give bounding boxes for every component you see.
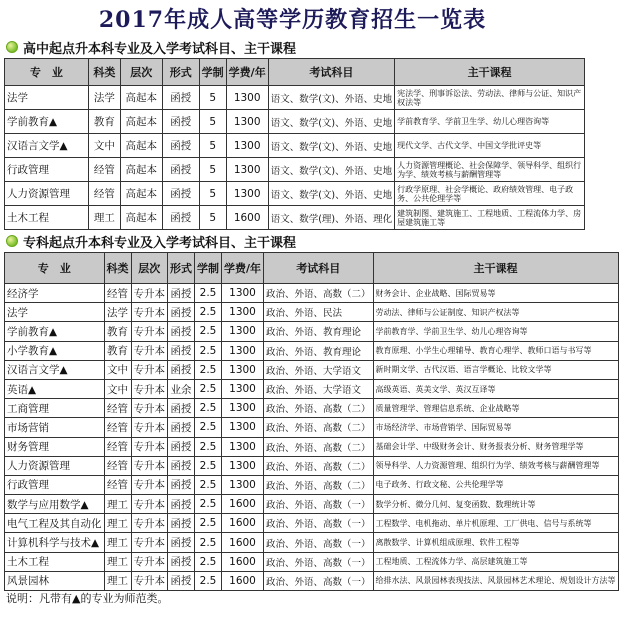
main-courses-cell: 高级英语、英美文学、英汉互译等 (373, 379, 618, 398)
exam-subjects-cell: 政治、外语、高数（一） (264, 495, 374, 514)
years-cell: 2.5 (195, 456, 222, 475)
fee-cell: 1600 (226, 206, 268, 230)
major-cell: 汉语言文学▲ (5, 134, 89, 158)
table-row (5, 533, 619, 552)
table-row (5, 495, 619, 514)
main-courses-cell: 建筑制图、建筑施工、工程地质、工程流体力学、房屋建筑施工等 (395, 206, 585, 230)
col-header-years: 学制 (199, 59, 226, 86)
major-cell: 人力资源管理 (5, 456, 105, 475)
col-header-level: 层次 (120, 59, 162, 86)
col-header-form: 形式 (168, 253, 195, 284)
main-courses-cell: 工程地质、工程流体力学、高层建筑施工等 (373, 552, 618, 571)
major-cell: 学前教育▲ (5, 322, 105, 341)
exam-subjects-cell: 政治、外语、高数（一） (264, 552, 374, 571)
main-courses-cell: 新时期文学、古代汉语、语言学概论、比较文学等 (373, 360, 618, 379)
fee-cell: 1300 (222, 379, 264, 398)
form-cell: 函授 (168, 418, 195, 437)
category-cell: 文中 (104, 360, 131, 379)
exam-subjects-cell: 政治、外语、教育理论 (264, 322, 374, 341)
years-cell: 2.5 (195, 284, 222, 303)
footnote: 说明：凡带有▲的专业为师范类。 (6, 592, 169, 605)
major-cell: 市场营销 (5, 418, 105, 437)
years-cell: 2.5 (195, 552, 222, 571)
level-cell: 专升本 (131, 475, 168, 494)
level-cell: 高起本 (120, 182, 162, 206)
level-cell: 高起本 (120, 86, 162, 110)
fee-cell: 1300 (222, 322, 264, 341)
table-row (5, 134, 585, 158)
main-courses-cell: 领导科学、人力资源管理、组织行为学、绩效考核与薪酬管理等 (373, 456, 618, 475)
years-cell: 2.5 (195, 495, 222, 514)
level-cell: 专升本 (131, 571, 168, 590)
table-row (5, 456, 619, 475)
main-courses-cell: 工程数学、电机拖动、单片机原理、工厂供电、信号与系统等 (373, 514, 618, 533)
main-courses-cell: 市场经济学、市场营销学、国际贸易等 (373, 418, 618, 437)
category-cell: 经管 (104, 399, 131, 418)
section2-heading-text: 专科起点升本科专业及入学考试科目、主干课程 (23, 235, 297, 251)
category-cell: 理工 (104, 533, 131, 552)
level-cell: 高起本 (120, 110, 162, 134)
major-cell: 财务管理 (5, 437, 105, 456)
category-cell: 理工 (104, 495, 131, 514)
level-cell: 高起本 (120, 134, 162, 158)
exam-subjects-cell: 政治、外语、高数（二） (264, 456, 374, 475)
form-cell: 函授 (168, 322, 195, 341)
main-courses-cell: 基础会计学、中级财务会计、财务报表分析、财务管理学等 (373, 437, 618, 456)
level-cell: 高起本 (120, 206, 162, 230)
form-cell: 函授 (168, 514, 195, 533)
years-cell: 2.5 (195, 360, 222, 379)
form-cell: 函授 (162, 110, 199, 134)
major-cell: 行政管理 (5, 475, 105, 494)
form-cell: 函授 (168, 303, 195, 322)
years-cell: 2.5 (195, 475, 222, 494)
major-cell: 经济学 (5, 284, 105, 303)
category-cell: 文中 (88, 134, 120, 158)
category-cell: 经管 (88, 158, 120, 182)
fee-cell: 1600 (222, 533, 264, 552)
main-courses-cell: 质量管理学、管理信息系统、企业战略等 (373, 399, 618, 418)
form-cell: 函授 (162, 134, 199, 158)
years-cell: 5 (199, 110, 226, 134)
table-row (5, 552, 619, 571)
exam-subjects-cell: 语文、数学(文)、外语、史地 (268, 182, 394, 206)
fee-cell: 1600 (222, 552, 264, 571)
level-cell: 专升本 (131, 552, 168, 571)
main-courses-cell: 电子政务、行政文秘、公共伦理学等 (373, 475, 618, 494)
fee-cell: 1300 (226, 110, 268, 134)
form-cell: 函授 (168, 456, 195, 475)
col-header-form: 形式 (162, 59, 199, 86)
level-cell: 专升本 (131, 495, 168, 514)
major-cell: 英语▲ (5, 379, 105, 398)
major-cell: 汉语言文学▲ (5, 360, 105, 379)
table-row (5, 322, 619, 341)
form-cell: 函授 (168, 533, 195, 552)
table-row (5, 571, 619, 590)
section1-header-row (5, 59, 585, 86)
exam-subjects-cell: 语文、数学(文)、外语、史地 (268, 86, 394, 110)
major-cell: 工商管理 (5, 399, 105, 418)
level-cell: 专升本 (131, 303, 168, 322)
category-cell: 经管 (104, 418, 131, 437)
section1-heading-text: 高中起点升本科专业及入学考试科目、主干课程 (23, 41, 297, 57)
form-cell: 函授 (168, 399, 195, 418)
fee-cell: 1300 (222, 341, 264, 360)
category-cell: 理工 (104, 552, 131, 571)
exam-subjects-cell: 政治、外语、高数（二） (264, 418, 374, 437)
main-courses-cell: 人力资源管理概论、社会保障学、领导科学、组织行为学、绩效考核与薪酬管理等 (395, 158, 585, 182)
col-header-level: 层次 (131, 253, 168, 284)
exam-subjects-cell: 语文、数学(理)、外语、理化 (268, 206, 394, 230)
years-cell: 5 (199, 158, 226, 182)
years-cell: 5 (199, 86, 226, 110)
main-courses-cell: 劳动法、律师与公证制度、知识产权法等 (373, 303, 618, 322)
section2-header-row (5, 253, 619, 284)
section2-table (4, 252, 619, 591)
form-cell: 函授 (162, 86, 199, 110)
major-cell: 风景园林 (5, 571, 105, 590)
col-header-major: 专 业 (5, 59, 89, 86)
green-bullet-icon (6, 235, 18, 247)
major-cell: 数学与应用数学▲ (5, 495, 105, 514)
level-cell: 专升本 (131, 341, 168, 360)
fee-cell: 1300 (222, 437, 264, 456)
col-header-category: 科类 (88, 59, 120, 86)
exam-subjects-cell: 语文、数学(文)、外语、史地 (268, 134, 394, 158)
level-cell: 专升本 (131, 360, 168, 379)
years-cell: 2.5 (195, 571, 222, 590)
section1-heading (0, 36, 585, 58)
level-cell: 专升本 (131, 379, 168, 398)
col-header-exam: 考试科目 (268, 59, 394, 86)
exam-subjects-cell: 政治、外语、高数（二） (264, 475, 374, 494)
years-cell: 2.5 (195, 341, 222, 360)
exam-subjects-cell: 政治、外语、大学语文 (264, 379, 374, 398)
major-cell: 电气工程及其自动化 (5, 514, 105, 533)
level-cell: 专升本 (131, 399, 168, 418)
fee-cell: 1600 (222, 514, 264, 533)
form-cell: 函授 (168, 341, 195, 360)
table-row (5, 158, 585, 182)
col-header-fee: 学费/年 (222, 253, 264, 284)
fee-cell: 1600 (222, 495, 264, 514)
fee-cell: 1300 (222, 418, 264, 437)
main-courses-cell: 行政学原理、社会学概论、政府绩效管理、电子政务、公共伦理学等 (395, 182, 585, 206)
fee-cell: 1300 (226, 134, 268, 158)
exam-subjects-cell: 政治、外语、高数（一） (264, 533, 374, 552)
category-cell: 经管 (88, 182, 120, 206)
years-cell: 5 (199, 206, 226, 230)
main-courses-cell: 教育原理、小学生心理辅导、教育心理学、教师口语与书写等 (373, 341, 618, 360)
fee-cell: 1300 (226, 86, 268, 110)
table-row (5, 86, 585, 110)
col-header-category: 科类 (104, 253, 131, 284)
exam-subjects-cell: 政治、外语、大学语文 (264, 360, 374, 379)
years-cell: 5 (199, 182, 226, 206)
category-cell: 法学 (88, 86, 120, 110)
col-header-courses: 主干课程 (395, 59, 585, 86)
form-cell: 函授 (168, 552, 195, 571)
category-cell: 教育 (88, 110, 120, 134)
fee-cell: 1300 (226, 182, 268, 206)
years-cell: 2.5 (195, 399, 222, 418)
green-bullet-icon (6, 41, 18, 53)
category-cell: 教育 (104, 341, 131, 360)
form-cell: 函授 (168, 360, 195, 379)
level-cell: 专升本 (131, 322, 168, 341)
form-cell: 函授 (168, 571, 195, 590)
level-cell: 专升本 (131, 284, 168, 303)
fee-cell: 1300 (222, 475, 264, 494)
form-cell: 函授 (168, 284, 195, 303)
level-cell: 专升本 (131, 533, 168, 552)
main-courses-cell: 学前教育学、学前卫生学、幼儿心理咨询等 (373, 322, 618, 341)
table-row (5, 418, 619, 437)
section1-table (4, 58, 585, 230)
major-cell: 法学 (5, 86, 89, 110)
fee-cell: 1300 (226, 158, 268, 182)
major-cell: 法学 (5, 303, 105, 322)
category-cell: 法学 (104, 303, 131, 322)
category-cell: 经管 (104, 456, 131, 475)
table-row (5, 514, 619, 533)
years-cell: 2.5 (195, 533, 222, 552)
years-cell: 2.5 (195, 303, 222, 322)
fee-cell: 1300 (222, 303, 264, 322)
years-cell: 5 (199, 134, 226, 158)
years-cell: 2.5 (195, 514, 222, 533)
exam-subjects-cell: 政治、外语、高数（二） (264, 399, 374, 418)
form-cell: 函授 (168, 437, 195, 456)
table-row (5, 182, 585, 206)
main-courses-cell: 离散数学、计算机组成原理、软件工程等 (373, 533, 618, 552)
form-cell: 函授 (168, 495, 195, 514)
major-cell: 学前教育▲ (5, 110, 89, 134)
table-row (5, 399, 619, 418)
table-row (5, 475, 619, 494)
section2-heading (0, 230, 585, 252)
exam-subjects-cell: 政治、外语、教育理论 (264, 341, 374, 360)
form-cell: 函授 (162, 182, 199, 206)
fee-cell: 1300 (222, 399, 264, 418)
main-courses-cell: 宪法学、刑事诉讼法、劳动法、律师与公证、知识产权法等 (395, 86, 585, 110)
level-cell: 专升本 (131, 514, 168, 533)
main-courses-cell: 给排水法、风景园林表现技法、风景园林艺术理论、规划设计方法等 (373, 571, 618, 590)
major-cell: 土木工程 (5, 206, 89, 230)
table-row (5, 341, 619, 360)
main-courses-cell: 现代文学、古代文学、中国文学批评史等 (395, 134, 585, 158)
years-cell: 2.5 (195, 418, 222, 437)
category-cell: 文中 (104, 379, 131, 398)
col-header-courses: 主干课程 (373, 253, 618, 284)
table-row (5, 437, 619, 456)
level-cell: 专升本 (131, 456, 168, 475)
table-row (5, 284, 619, 303)
major-cell: 计算机科学与技术▲ (5, 533, 105, 552)
col-header-years: 学制 (195, 253, 222, 284)
category-cell: 教育 (104, 322, 131, 341)
category-cell: 理工 (104, 514, 131, 533)
level-cell: 专升本 (131, 418, 168, 437)
category-cell: 理工 (104, 571, 131, 590)
main-courses-cell: 学前教育学、学前卫生学、幼儿心理咨询等 (395, 110, 585, 134)
years-cell: 2.5 (195, 322, 222, 341)
col-header-major: 专 业 (5, 253, 105, 284)
col-header-exam: 考试科目 (264, 253, 374, 284)
category-cell: 经管 (104, 284, 131, 303)
exam-subjects-cell: 政治、外语、高数（一） (264, 514, 374, 533)
major-cell: 人力资源管理 (5, 182, 89, 206)
form-cell: 函授 (168, 475, 195, 494)
table-row (5, 360, 619, 379)
fee-cell: 1300 (222, 284, 264, 303)
table-row (5, 379, 619, 398)
exam-subjects-cell: 政治、外语、高数（二） (264, 284, 374, 303)
fee-cell: 1600 (222, 571, 264, 590)
form-cell: 函授 (162, 158, 199, 182)
table-row (5, 303, 619, 322)
table-row (5, 110, 585, 134)
form-cell: 业余 (168, 379, 195, 398)
table-row (5, 206, 585, 230)
exam-subjects-cell: 语文、数学(文)、外语、史地 (268, 158, 394, 182)
major-cell: 小学教育▲ (5, 341, 105, 360)
major-cell: 行政管理 (5, 158, 89, 182)
form-cell: 函授 (162, 206, 199, 230)
exam-subjects-cell: 语文、数学(文)、外语、史地 (268, 110, 394, 134)
category-cell: 理工 (88, 206, 120, 230)
main-courses-cell: 财务会计、企业战略、国际贸易等 (373, 284, 618, 303)
years-cell: 2.5 (195, 437, 222, 456)
major-cell: 土木工程 (5, 552, 105, 571)
col-header-fee: 学费/年 (226, 59, 268, 86)
main-courses-cell: 数学分析、微分几何、复变函数、数理统计等 (373, 495, 618, 514)
fee-cell: 1300 (222, 360, 264, 379)
level-cell: 高起本 (120, 158, 162, 182)
years-cell: 2.5 (195, 379, 222, 398)
page-title: 2017年成人高等学历教育招生一览表 (98, 6, 487, 33)
category-cell: 经管 (104, 475, 131, 494)
category-cell: 经管 (104, 437, 131, 456)
fee-cell: 1300 (222, 456, 264, 475)
level-cell: 专升本 (131, 437, 168, 456)
exam-subjects-cell: 政治、外语、高数（一） (264, 571, 374, 590)
exam-subjects-cell: 政治、外语、高数（二） (264, 437, 374, 456)
exam-subjects-cell: 政治、外语、民法 (264, 303, 374, 322)
